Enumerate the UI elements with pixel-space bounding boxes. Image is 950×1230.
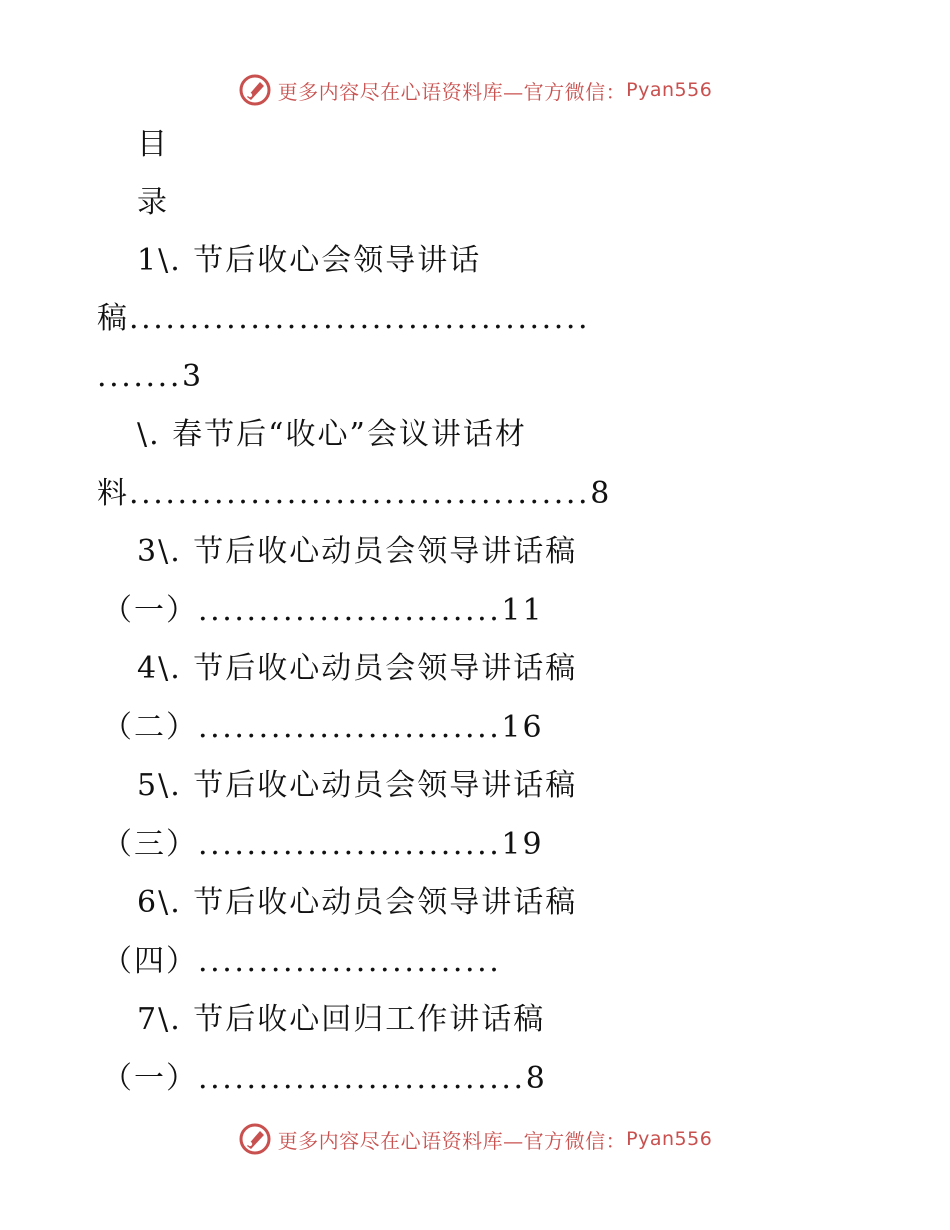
toc-entry-text: （二） [102, 710, 198, 745]
toc-entry-5-cont [102, 825, 544, 865]
toc-page-number: 3 [181, 359, 204, 394]
toc-entry-text: （一） [102, 593, 198, 628]
toc-entry-text: （三） [102, 827, 198, 862]
footer-banner [0, 1119, 950, 1159]
toc-entry-7-title: 7\. 节后收心回归工作讲话稿 [137, 1002, 546, 1037]
toc-page-number: 11 [501, 593, 544, 628]
banner-text: 更多内容尽在心语资料库—官方微信： [277, 79, 627, 104]
toc-page-number: 16 [501, 710, 544, 745]
banner-wechat-id: Pyan556 [626, 1128, 713, 1150]
toc-entry-5-title: 5\. 节后收心动员会领导讲话稿 [137, 768, 578, 803]
toc-entry-3-cont [102, 591, 544, 631]
toc-title-char-1: 目 [137, 127, 169, 162]
toc-entry-1-title: 1\. 节后收心会领导讲话 [137, 243, 482, 278]
toc-title-char-2: 录 [137, 185, 169, 220]
toc-entry-text: 料 [97, 476, 129, 511]
toc-entry-text: （一） [102, 1061, 198, 1096]
toc-page-number: 8 [590, 476, 612, 511]
toc-leader-dots: ...................................... [129, 301, 591, 336]
toc-leader-dots: ......................... [198, 827, 502, 862]
toc-entry-6-title: 6\. 节后收心动员会领导讲话稿 [137, 885, 578, 920]
toc-page-number: 19 [501, 827, 544, 862]
toc-leader-dots: ......................... [198, 944, 502, 979]
pen-nib-circle-icon [238, 1122, 272, 1156]
header-banner [0, 70, 950, 110]
toc-entry-text: 稿 [97, 301, 129, 336]
toc-entry-4-cont [102, 708, 544, 748]
toc-leader-dots: ......................... [198, 710, 502, 745]
toc-leader-dots: ......................... [198, 593, 502, 628]
toc-entry-1-cont2 [97, 357, 203, 397]
toc-entry-text: （四） [102, 944, 198, 979]
banner-wechat-id: Pyan556 [626, 79, 713, 101]
toc-leader-dots: ...................................... [129, 476, 591, 511]
banner-text: 更多内容尽在心语资料库—官方微信： [277, 1128, 627, 1153]
toc-leader-dots: ........................... [198, 1061, 526, 1096]
toc-leader-dots: ....... [97, 359, 182, 394]
toc-entry-7-cont [102, 1059, 547, 1099]
toc-entry-2-cont [97, 474, 611, 514]
toc-entry-1-cont [97, 299, 590, 339]
pen-nib-circle-icon [238, 73, 272, 107]
toc-page-number: 8 [525, 1061, 547, 1096]
toc-entry-4-title: 4\. 节后收心动员会领导讲话稿 [137, 651, 578, 686]
toc-entry-3-title: 3\. 节后收心动员会领导讲话稿 [137, 534, 578, 569]
toc-entry-2-title: \. 春节后“收心”会议讲话材 [137, 417, 527, 452]
toc-entry-6-cont [102, 942, 501, 982]
